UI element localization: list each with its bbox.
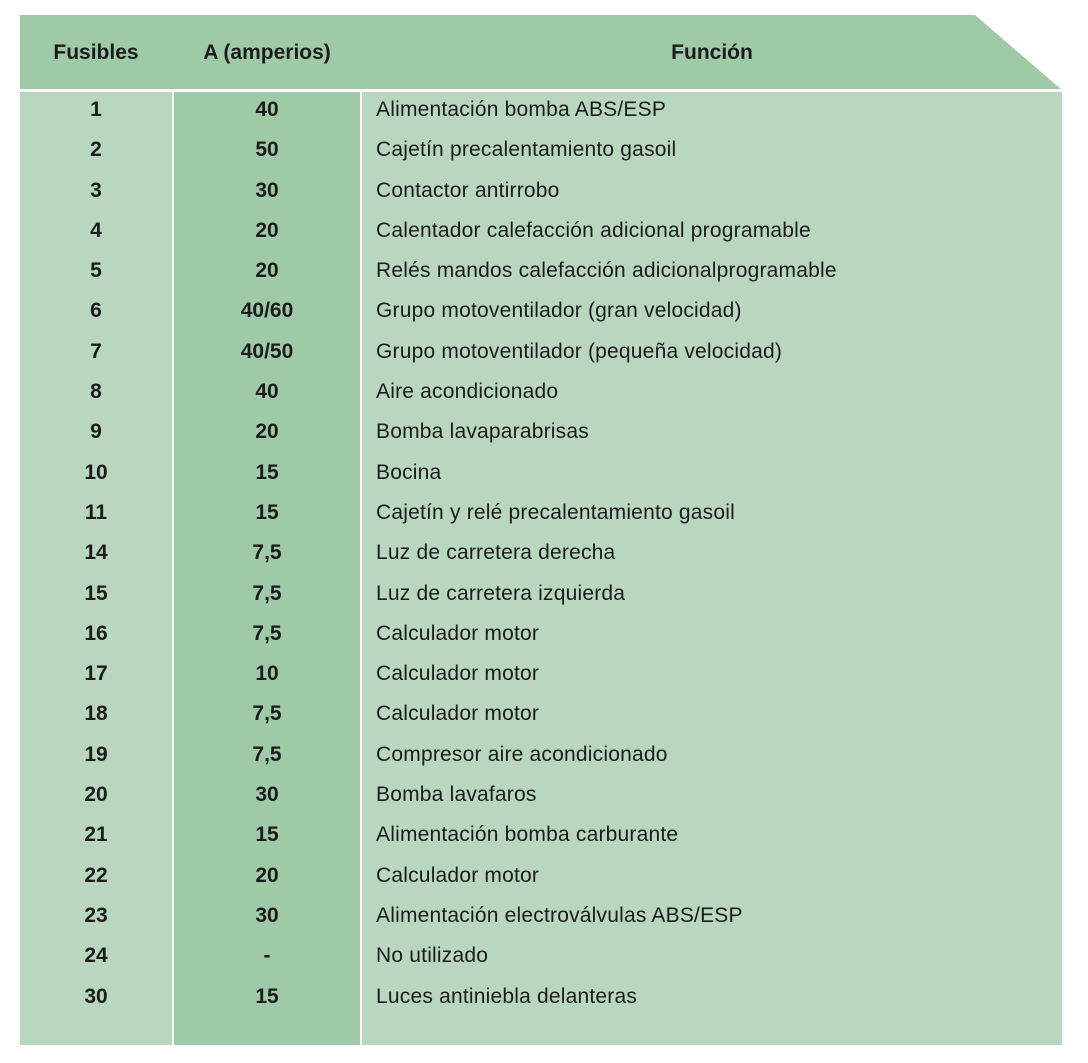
table-row (0, 858, 1088, 898)
header-amperios: A (amperios) (203, 41, 331, 64)
table-row (0, 132, 1088, 172)
amperage-value: 7,5 (252, 581, 282, 605)
table-row (0, 616, 1088, 656)
function-description: Grupo motoventilador (pequeña velocidad) (376, 339, 783, 363)
fusible-number: 6 (90, 299, 102, 323)
function-description: Luces antiniebla delanteras (376, 984, 638, 1008)
amperage-value: - (263, 944, 271, 968)
fusible-number: 16 (84, 621, 108, 645)
amperage-value: 15 (255, 984, 279, 1008)
fusible-number: 23 (84, 903, 108, 927)
table-row (0, 495, 1088, 535)
function-description: No utilizado (376, 944, 489, 968)
header-fusibles: Fusibles (53, 41, 139, 64)
fusible-number: 17 (84, 662, 108, 686)
function-description: Calculador motor (376, 662, 540, 686)
function-description: Contactor antirrobo (376, 178, 560, 202)
fusible-number: 14 (84, 541, 108, 565)
fusible-number: 15 (84, 581, 108, 605)
amperage-value: 20 (255, 420, 279, 444)
amperage-value: 7,5 (252, 742, 282, 766)
function-description: Alimentación electroválvulas ABS/ESP (376, 903, 743, 927)
table-row (0, 173, 1088, 213)
function-description: Calentador calefacción adicional programable (376, 218, 811, 242)
amperage-value: 50 (255, 138, 279, 162)
fusible-number: 10 (84, 460, 108, 484)
function-description: Bomba lavaparabrisas (376, 420, 589, 444)
fusible-number: 30 (84, 984, 108, 1008)
amperage-value: 40/50 (240, 339, 294, 363)
table-body (0, 92, 1088, 1019)
amperage-value: 15 (255, 460, 279, 484)
table-row (0, 414, 1088, 454)
amperage-value: 30 (255, 178, 279, 202)
fusible-number: 22 (84, 863, 108, 887)
amperage-value: 20 (255, 259, 279, 283)
function-description: Luz de carretera izquierda (376, 581, 626, 605)
table-row (0, 455, 1088, 495)
fusible-number: 1 (90, 98, 102, 121)
table-row (0, 374, 1088, 414)
table-row (0, 979, 1088, 1019)
table-row (0, 253, 1088, 293)
amperage-value: 30 (255, 903, 279, 927)
function-description: Aire acondicionado (376, 380, 559, 404)
table-row (0, 535, 1088, 575)
table-row (0, 334, 1088, 374)
table-row (0, 696, 1088, 736)
table-row (0, 576, 1088, 616)
amperage-value: 10 (255, 662, 279, 686)
fusible-number: 11 (84, 500, 108, 524)
fusible-number: 9 (90, 420, 102, 444)
table-row (0, 293, 1088, 333)
function-description: Luz de carretera derecha (376, 541, 616, 565)
function-description: Calculador motor (376, 621, 540, 645)
table-row (0, 938, 1088, 978)
function-description: Grupo motoventilador (gran velocidad) (376, 299, 742, 323)
fusible-number: 20 (84, 783, 108, 807)
function-description: Calculador motor (376, 863, 540, 887)
amperage-value: 7,5 (252, 621, 282, 645)
function-description: Cajetín y relé precalentamiento gasoil (376, 500, 735, 524)
table-row (0, 777, 1088, 817)
amperage-value: 30 (255, 783, 279, 807)
amperage-value: 15 (255, 823, 279, 847)
amperage-value: 15 (255, 500, 279, 524)
function-description: Cajetín precalentamiento gasoil (376, 138, 677, 162)
function-description: Calculador motor (376, 702, 540, 726)
table-row (0, 898, 1088, 938)
fusible-number: 8 (90, 380, 102, 404)
amperage-value: 20 (255, 218, 279, 242)
amperage-value: 20 (255, 863, 279, 887)
fusible-number: 5 (90, 259, 102, 283)
amperage-value: 40 (255, 98, 279, 121)
table-row (0, 737, 1088, 777)
function-description: Alimentación bomba ABS/ESP (376, 98, 667, 121)
amperage-value: 7,5 (252, 541, 282, 565)
table-row (0, 817, 1088, 857)
function-description: Bocina (376, 460, 442, 484)
function-description: Bomba lavafaros (376, 783, 537, 807)
function-description: Alimentación bomba carburante (376, 823, 679, 847)
amperage-value: 40/60 (240, 299, 294, 323)
function-description: Relés mandos calefacción adicionalprogramable (376, 259, 837, 283)
header-funcion: Función (671, 41, 753, 64)
function-description: Compresor aire acondicionado (376, 742, 668, 766)
fusible-number: 21 (84, 823, 108, 847)
fusible-number: 2 (90, 138, 102, 162)
table-row (0, 213, 1088, 253)
table-row (0, 92, 1088, 132)
table-row (0, 656, 1088, 696)
fusible-number: 24 (84, 944, 108, 968)
fusible-number: 19 (84, 742, 108, 766)
fusible-number: 18 (84, 702, 108, 726)
amperage-value: 7,5 (252, 702, 282, 726)
fusible-number: 3 (90, 178, 102, 202)
amperage-value: 40 (255, 380, 279, 404)
fusible-number: 4 (90, 218, 102, 242)
fusible-number: 7 (90, 339, 102, 363)
